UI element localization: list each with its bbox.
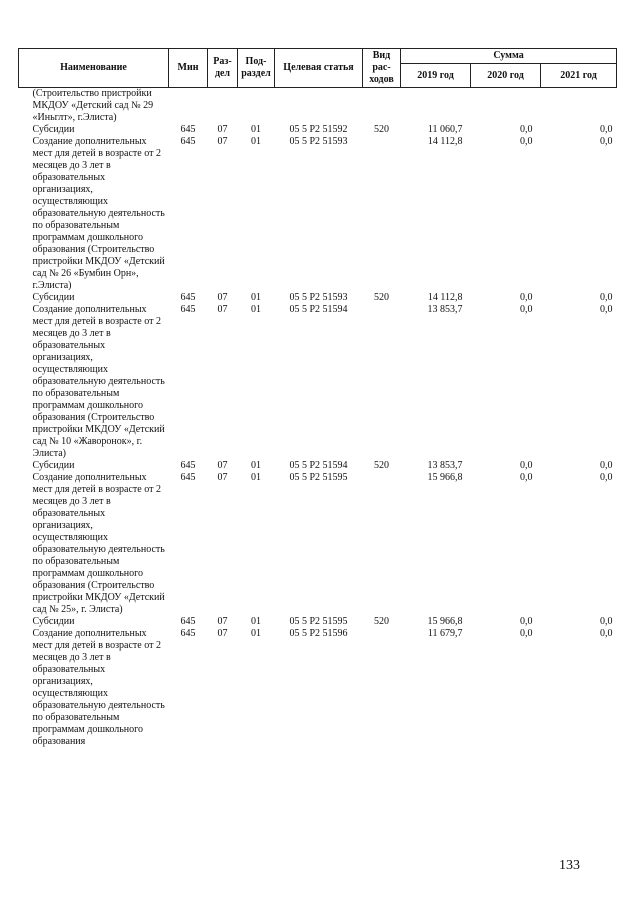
cell-2020: 0,0	[520, 136, 533, 147]
cell-razdel: 07	[217, 136, 228, 147]
cell-2019: 14 112,8	[427, 136, 463, 147]
cell-2020: 0,0	[520, 304, 533, 315]
cell-vid	[363, 136, 401, 292]
header-podrazdel: Под-раздел	[238, 49, 275, 88]
cell-2019: 15 966,8	[427, 472, 463, 483]
cell-vid: 520	[374, 124, 389, 135]
header-2019: 2019 год	[401, 64, 471, 88]
header-target: Целевая статья	[275, 49, 363, 88]
cell-podrazdel: 01	[251, 292, 261, 303]
cell-vid: 520	[374, 460, 389, 471]
cell-2021	[541, 88, 617, 125]
cell-2020: 0,0	[520, 292, 533, 303]
cell-min: 645	[180, 292, 196, 303]
cell-min: 645	[180, 304, 196, 315]
cell-2020: 0,0	[520, 472, 533, 483]
cell-vid	[363, 88, 401, 125]
cell-target: 05 5 P2 51596	[289, 628, 348, 639]
cell-2019: 13 853,7	[427, 460, 463, 471]
cell-name: Субсидии	[32, 460, 75, 471]
cell-podrazdel	[238, 88, 275, 125]
cell-min: 645	[180, 124, 196, 135]
header-min: Мин	[169, 49, 208, 88]
cell-2020: 0,0	[520, 124, 533, 135]
cell-2020: 0,0	[520, 616, 533, 627]
cell-2021: 0,0	[600, 628, 613, 639]
cell-target: 05 5 P2 51592	[289, 124, 348, 135]
cell-min: 645	[180, 628, 196, 639]
table-row	[19, 460, 617, 472]
cell-razdel: 07	[217, 292, 228, 303]
cell-name: Субсидии	[32, 616, 75, 627]
cell-name: Создание дополнительных мест для детей в возрасте от 2 месяцев до 3 лет в образовательных организациях, осуществляющих образовательную деятельность по образовательным программам дошкольного образования (Строительство пристройки МКДОУ «Детский сад № 26 «Бумбин Орн», г.Элиста)	[32, 136, 165, 291]
cell-name: Создание дополнительных мест для детей в возрасте от 2 месяцев до 3 лет в образовательных организациях, осуществляющих образовательную деятельность по образовательным программам дошкольного образования (Строительство пристройки МКДОУ «Детский сад № 10 «Жаворонок», г. Элиста)	[32, 304, 165, 459]
table-row	[19, 292, 617, 304]
cell-2021: 0,0	[600, 460, 613, 471]
cell-2020: 0,0	[520, 460, 533, 471]
table-row	[19, 616, 617, 628]
cell-2019: 14 112,8	[427, 292, 463, 303]
table-row	[19, 136, 617, 292]
cell-min: 645	[180, 472, 196, 483]
page-number: 133	[559, 858, 580, 873]
header-name: Наименование	[19, 49, 169, 88]
cell-target	[275, 88, 363, 125]
table-header	[19, 49, 617, 88]
header-vid: Вид рас-ходов	[363, 49, 401, 88]
cell-razdel	[208, 88, 238, 125]
table-row	[19, 304, 617, 460]
cell-min: 645	[180, 616, 196, 627]
cell-target: 05 5 P2 51595	[289, 616, 348, 627]
cell-podrazdel: 01	[251, 616, 261, 627]
header-2020: 2020 год	[471, 64, 541, 88]
cell-vid: 520	[374, 616, 389, 627]
cell-target: 05 5 P2 51595	[289, 472, 348, 483]
table-row	[19, 472, 617, 616]
cell-name: Создание дополнительных мест для детей в возрасте от 2 месяцев до 3 лет в образовательных организациях, осуществляющих образовательную деятельность по образовательным программам дошкольного образования	[32, 628, 165, 747]
cell-2021: 0,0	[600, 292, 613, 303]
cell-vid	[363, 304, 401, 460]
cell-2021: 0,0	[600, 616, 613, 627]
cell-razdel: 07	[217, 628, 228, 639]
cell-vid	[363, 628, 401, 748]
table-body	[19, 88, 617, 749]
cell-razdel: 07	[217, 124, 228, 135]
cell-2021: 0,0	[600, 472, 613, 483]
cell-razdel: 07	[217, 304, 228, 315]
cell-vid	[363, 472, 401, 616]
cell-2019	[401, 88, 471, 125]
cell-min	[169, 88, 208, 125]
cell-podrazdel: 01	[251, 304, 261, 315]
cell-name: (Строительство пристройки МКДОУ «Детский сад № 29 «Иньглт», г.Элиста)	[32, 88, 154, 123]
cell-2020	[471, 88, 541, 125]
cell-razdel: 07	[217, 460, 228, 471]
table-row	[19, 628, 617, 748]
cell-2021: 0,0	[600, 304, 613, 315]
cell-min: 645	[180, 136, 196, 147]
cell-name: Субсидии	[32, 124, 75, 135]
cell-podrazdel: 01	[251, 628, 261, 639]
cell-2019: 15 966,8	[427, 616, 463, 627]
cell-2020: 0,0	[520, 628, 533, 639]
cell-podrazdel: 01	[251, 124, 261, 135]
cell-target: 05 5 P2 51593	[289, 292, 348, 303]
table-row	[19, 88, 617, 125]
cell-podrazdel: 01	[251, 460, 261, 471]
header-razdel: Раз-дел	[208, 49, 238, 88]
cell-2019: 11 679,7	[427, 628, 463, 639]
budget-table	[18, 48, 617, 748]
cell-podrazdel: 01	[251, 136, 261, 147]
cell-name: Создание дополнительных мест для детей в возрасте от 2 месяцев до 3 лет в образовательных организациях, осуществляющих образовательную деятельность по образовательным программам дошкольного образования (Строительство пристройки МКДОУ «Детский сад № 25», г. Элиста)	[32, 472, 165, 615]
cell-vid: 520	[374, 292, 389, 303]
cell-target: 05 5 P2 51594	[289, 304, 348, 315]
table-row	[19, 124, 617, 136]
cell-target: 05 5 P2 51593	[289, 136, 348, 147]
cell-min: 645	[180, 460, 196, 471]
cell-2021: 0,0	[600, 124, 613, 135]
cell-2019: 13 853,7	[427, 304, 463, 315]
header-2021: 2021 год	[541, 64, 617, 88]
cell-razdel: 07	[217, 472, 228, 483]
cell-target: 05 5 P2 51594	[289, 460, 348, 471]
cell-2019: 11 060,7	[427, 124, 463, 135]
cell-razdel: 07	[217, 616, 228, 627]
cell-name: Субсидии	[32, 292, 75, 303]
header-sum: Сумма	[401, 49, 617, 64]
cell-2021: 0,0	[600, 136, 613, 147]
cell-podrazdel: 01	[251, 472, 261, 483]
